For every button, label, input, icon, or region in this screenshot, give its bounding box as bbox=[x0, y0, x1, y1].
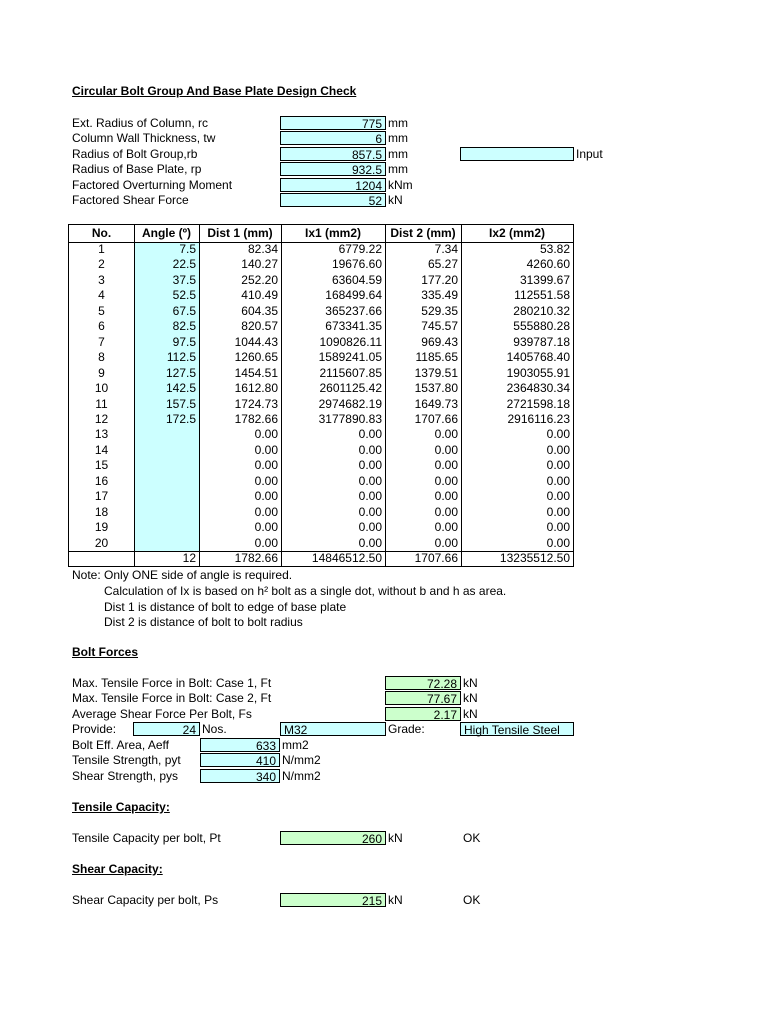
row-ix1: 673341.35 bbox=[325, 319, 382, 334]
row-no: 4 bbox=[98, 288, 105, 303]
prop-label: Bolt Eff. Area, Aeff bbox=[72, 738, 169, 752]
row-angle[interactable]: 157.5 bbox=[165, 396, 196, 411]
provide-label: Provide: bbox=[72, 722, 117, 736]
row-dist1: 1454.51 bbox=[234, 365, 278, 380]
row-no: 13 bbox=[94, 427, 109, 442]
row-angle[interactable] bbox=[134, 474, 196, 489]
row-ix2: 2364830.34 bbox=[506, 381, 570, 396]
row-angle[interactable]: 112.5 bbox=[166, 350, 196, 365]
row-ix1: 0.00 bbox=[358, 489, 382, 504]
bolt-area-field[interactable]: 633 bbox=[200, 738, 280, 752]
row-angle[interactable]: 142.5 bbox=[165, 381, 196, 396]
row-no: 1 bbox=[98, 242, 105, 256]
tensile-capacity-value: 260 bbox=[280, 831, 386, 845]
force-value: 72.28 bbox=[385, 676, 461, 690]
input-legend-swatch bbox=[460, 147, 574, 161]
row-ix1: 19676.60 bbox=[331, 257, 382, 272]
row-no: 11 bbox=[95, 396, 108, 411]
note-line: Dist 2 is distance of bolt to bolt radius bbox=[104, 615, 303, 629]
row-dist1: 0.00 bbox=[254, 489, 278, 504]
row-no: 20 bbox=[94, 535, 109, 550]
total-count: 12 bbox=[182, 551, 196, 565]
row-no: 7 bbox=[98, 334, 105, 349]
total-dist2: 1707.66 bbox=[414, 551, 458, 565]
row-no: 15 bbox=[94, 458, 109, 473]
row-dist2: 969.43 bbox=[421, 334, 458, 349]
page-title: Circular Bolt Group And Base Plate Design Check bbox=[72, 84, 357, 98]
note-line: Calculation of Ix is based on h² bolt as a single dot, without b and h as area. bbox=[104, 584, 507, 598]
row-no: 6 bbox=[98, 319, 105, 334]
row-angle[interactable] bbox=[134, 520, 196, 535]
row-dist2: 0.00 bbox=[434, 458, 458, 473]
row-angle[interactable]: 82.5 bbox=[172, 319, 196, 334]
row-ix1: 2601125.42 bbox=[319, 381, 382, 396]
table-header: Ix2 (mm2) bbox=[488, 226, 546, 240]
row-angle[interactable]: 22.5 bbox=[172, 257, 196, 272]
row-dist1: 604.35 bbox=[241, 303, 278, 318]
row-ix1: 2974682.19 bbox=[318, 396, 382, 411]
row-ix2: 4260.60 bbox=[526, 257, 570, 272]
force-value: 77.67 bbox=[385, 691, 461, 705]
grade-field[interactable]: High Tensile Steel bbox=[460, 722, 574, 736]
force-unit: kN bbox=[463, 691, 478, 705]
row-ix1: 3177890.83 bbox=[318, 411, 382, 426]
row-angle[interactable]: 127.5 bbox=[165, 365, 196, 380]
row-ix1: 0.00 bbox=[358, 535, 382, 550]
force-label: Average Shear Force Per Bolt, Fs bbox=[72, 707, 252, 721]
row-dist1: 1612.80 bbox=[234, 381, 278, 396]
table-header: Angle (º) bbox=[141, 226, 192, 240]
row-ix1: 1090826.11 bbox=[319, 334, 382, 349]
input-unit: kNm bbox=[388, 178, 413, 192]
prop-unit: mm2 bbox=[282, 738, 309, 752]
row-dist1: 0.00 bbox=[254, 442, 278, 457]
row-dist1: 0.00 bbox=[254, 504, 278, 519]
row-ix2: 31399.67 bbox=[519, 272, 570, 287]
row-ix1: 168499.64 bbox=[325, 288, 382, 303]
row-no: 10 bbox=[94, 381, 109, 396]
row-ix1: 0.00 bbox=[358, 504, 382, 519]
row-angle[interactable]: 7.5 bbox=[179, 242, 196, 256]
prop-label: Tensile Strength, pyt bbox=[72, 753, 181, 767]
row-ix2: 0.00 bbox=[546, 520, 570, 535]
row-ix2: 0.00 bbox=[546, 442, 570, 457]
row-dist1: 140.27 bbox=[241, 257, 278, 272]
row-ix1: 365237.66 bbox=[325, 303, 382, 318]
grade-label: Grade: bbox=[388, 722, 425, 736]
row-no: 17 bbox=[94, 489, 109, 504]
row-ix2: 53.82 bbox=[539, 242, 570, 256]
table-header: Dist 1 (mm) bbox=[207, 226, 273, 240]
input-label: Column Wall Thickness, tw bbox=[72, 131, 216, 145]
row-dist2: 0.00 bbox=[434, 489, 458, 504]
shear-capacity-value: 215 bbox=[280, 893, 386, 907]
row-ix2: 280210.32 bbox=[513, 303, 570, 318]
tensile-status: OK bbox=[463, 831, 481, 845]
row-dist1: 0.00 bbox=[254, 520, 278, 535]
row-dist1: 82.34 bbox=[247, 242, 278, 256]
row-no: 5 bbox=[98, 303, 105, 318]
row-dist1: 1782.66 bbox=[234, 411, 278, 426]
row-ix1: 6779.22 bbox=[338, 242, 382, 256]
row-dist2: 0.00 bbox=[434, 442, 458, 457]
force-unit: kN bbox=[463, 676, 478, 690]
row-no: 18 bbox=[94, 504, 109, 519]
input-unit: mm bbox=[388, 147, 408, 161]
row-dist2: 1649.73 bbox=[414, 396, 458, 411]
table-header: Ix1 (mm2) bbox=[304, 226, 362, 240]
row-dist2: 0.00 bbox=[434, 535, 458, 550]
row-angle[interactable] bbox=[134, 505, 196, 520]
prop-unit: N/mm2 bbox=[282, 753, 321, 767]
row-no: 9 bbox=[98, 365, 105, 380]
table-header: No. bbox=[91, 226, 112, 240]
row-dist2: 1185.65 bbox=[415, 350, 458, 365]
input-rb-field[interactable]: 857.5 bbox=[280, 147, 386, 161]
input-shear-field[interactable]: 52 bbox=[280, 193, 386, 207]
row-dist2: 1707.66 bbox=[414, 411, 458, 426]
row-ix1: 0.00 bbox=[358, 473, 382, 488]
row-dist1: 0.00 bbox=[254, 427, 278, 442]
input-unit: mm bbox=[388, 162, 408, 176]
row-ix1: 63604.59 bbox=[331, 272, 382, 287]
row-dist2: 0.00 bbox=[434, 427, 458, 442]
row-ix1: 0.00 bbox=[358, 442, 382, 457]
input-tw-field[interactable]: 6 bbox=[280, 131, 386, 145]
force-unit: kN bbox=[463, 707, 478, 721]
row-no: 19 bbox=[94, 520, 109, 535]
row-no: 16 bbox=[94, 473, 109, 488]
bolt-table bbox=[68, 224, 574, 567]
input-unit: mm bbox=[388, 116, 408, 130]
row-no: 14 bbox=[94, 442, 109, 457]
input-label: Radius of Bolt Group,rb bbox=[72, 147, 198, 161]
row-ix2: 1903055.91 bbox=[506, 365, 570, 380]
row-dist1: 820.57 bbox=[241, 319, 278, 334]
row-dist2: 1379.51 bbox=[414, 365, 458, 380]
row-dist2: 177.20 bbox=[421, 272, 458, 287]
input-label: Radius of Base Plate, rp bbox=[72, 162, 202, 176]
row-angle[interactable]: 37.5 bbox=[172, 272, 196, 287]
input-unit: mm bbox=[388, 131, 408, 145]
prop-unit: N/mm2 bbox=[282, 769, 321, 783]
row-dist2: 335.49 bbox=[421, 288, 458, 303]
row-ix2: 555880.28 bbox=[513, 319, 570, 334]
prop-label: Shear Strength, pys bbox=[72, 769, 179, 783]
row-dist2: 0.00 bbox=[434, 520, 458, 535]
row-angle[interactable] bbox=[134, 489, 196, 504]
row-angle[interactable] bbox=[134, 458, 196, 473]
row-angle[interactable]: 67.5 bbox=[172, 303, 196, 318]
row-ix2: 0.00 bbox=[546, 535, 570, 550]
row-ix2: 0.00 bbox=[546, 427, 570, 442]
row-ix2: 0.00 bbox=[546, 473, 570, 488]
input-label: Factored Overturning Moment bbox=[72, 178, 233, 192]
force-label: Max. Tensile Force in Bolt: Case 1, Ft bbox=[72, 676, 272, 690]
row-dist1: 1724.73 bbox=[234, 396, 278, 411]
row-ix2: 2721598.18 bbox=[506, 396, 570, 411]
input-legend-label: Input bbox=[576, 147, 603, 161]
note-line: Dist 1 is distance of bolt to edge of base plate bbox=[104, 600, 347, 614]
row-ix2: 2916116.23 bbox=[507, 411, 570, 426]
shear-strength-field[interactable]: 340 bbox=[200, 769, 280, 783]
row-dist2: 0.00 bbox=[434, 504, 458, 519]
row-dist2: 7.34 bbox=[434, 242, 458, 256]
tensile-capacity-heading: Tensile Capacity: bbox=[72, 800, 170, 814]
table-header: Dist 2 (mm) bbox=[390, 226, 456, 240]
row-no: 2 bbox=[98, 257, 105, 272]
row-dist1: 0.00 bbox=[254, 535, 278, 550]
shear-capacity-unit: kN bbox=[388, 893, 403, 907]
row-dist2: 745.57 bbox=[421, 319, 458, 334]
input-label: Factored Shear Force bbox=[72, 193, 189, 207]
row-ix2: 0.00 bbox=[546, 489, 570, 504]
row-dist2: 65.27 bbox=[427, 257, 458, 272]
bolt-size-field[interactable]: M32 bbox=[280, 722, 386, 736]
input-rc-field[interactable]: 775 bbox=[280, 116, 386, 130]
input-label: Ext. Radius of Column, rc bbox=[72, 116, 209, 130]
row-ix1: 0.00 bbox=[358, 458, 382, 473]
row-dist1: 1044.43 bbox=[234, 334, 278, 349]
input-moment-field[interactable]: 1204 bbox=[280, 178, 386, 192]
force-label: Max. Tensile Force in Bolt: Case 2, Ft bbox=[72, 691, 272, 705]
row-no: 3 bbox=[98, 272, 105, 287]
row-ix2: 0.00 bbox=[546, 504, 570, 519]
tensile-strength-field[interactable]: 410 bbox=[200, 753, 280, 767]
row-ix2: 112551.58 bbox=[514, 288, 570, 303]
row-angle[interactable] bbox=[134, 427, 196, 442]
row-no: 8 bbox=[98, 350, 105, 365]
row-dist1: 0.00 bbox=[254, 458, 278, 473]
bolt-forces-heading: Bolt Forces bbox=[72, 645, 139, 659]
total-dist1: 1782.66 bbox=[234, 551, 278, 565]
row-angle[interactable]: 97.5 bbox=[172, 334, 196, 349]
row-ix1: 1589241.05 bbox=[318, 350, 382, 365]
shear-capacity-heading: Shear Capacity: bbox=[72, 862, 163, 876]
tensile-capacity-unit: kN bbox=[388, 831, 403, 845]
input-rp-field[interactable]: 932.5 bbox=[280, 162, 386, 176]
total-ix2: 13235512.50 bbox=[499, 551, 570, 565]
row-ix2: 1405768.40 bbox=[506, 350, 570, 365]
row-angle[interactable] bbox=[134, 536, 196, 551]
row-ix2: 939787.18 bbox=[513, 334, 570, 349]
force-value: 2.17 bbox=[385, 707, 461, 721]
row-dist1: 252.20 bbox=[241, 272, 278, 287]
shear-status: OK bbox=[463, 893, 481, 907]
note-line: Note: Only ONE side of angle is required. bbox=[72, 568, 293, 582]
row-dist1: 0.00 bbox=[254, 473, 278, 488]
total-ix1: 14846512.50 bbox=[311, 551, 382, 565]
row-no: 12 bbox=[94, 411, 109, 426]
shear-capacity-label: Shear Capacity per bolt, Ps bbox=[72, 893, 219, 907]
row-dist1: 1260.65 bbox=[234, 350, 278, 365]
provide-unit: Nos. bbox=[202, 722, 227, 736]
row-angle[interactable] bbox=[134, 443, 196, 458]
provide-quantity-field[interactable]: 24 bbox=[133, 722, 200, 736]
row-ix1: 0.00 bbox=[358, 427, 382, 442]
row-ix2: 0.00 bbox=[546, 458, 570, 473]
row-dist2: 529.35 bbox=[421, 303, 458, 318]
row-dist2: 1537.80 bbox=[414, 381, 458, 396]
row-ix1: 2115607.85 bbox=[319, 365, 382, 380]
row-dist2: 0.00 bbox=[434, 473, 458, 488]
row-ix1: 0.00 bbox=[358, 520, 382, 535]
input-unit: kN bbox=[388, 193, 403, 207]
row-dist1: 410.49 bbox=[241, 288, 278, 303]
tensile-capacity-label: Tensile Capacity per bolt, Pt bbox=[72, 831, 221, 845]
row-angle[interactable]: 172.5 bbox=[165, 411, 196, 426]
row-angle[interactable]: 52.5 bbox=[172, 288, 196, 303]
